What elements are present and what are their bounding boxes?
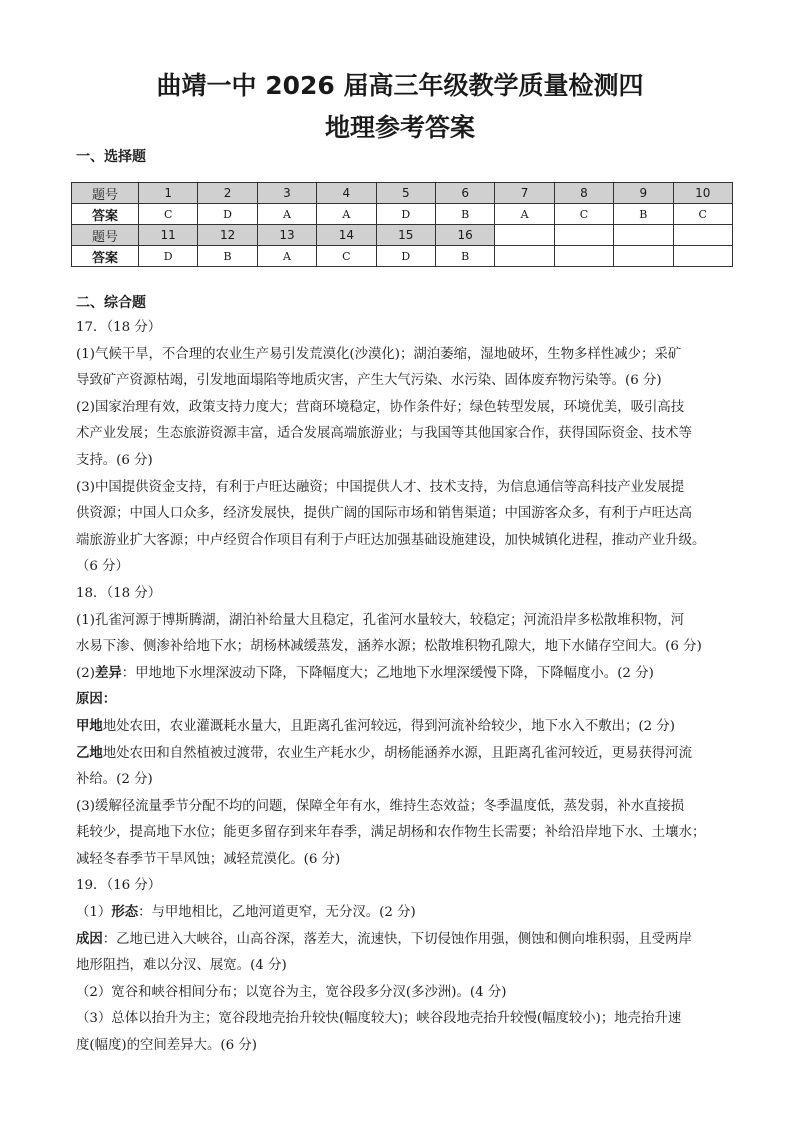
q17-part2-line: 支持。(6 分)	[76, 452, 153, 468]
empty-cell	[614, 225, 673, 246]
table-row-numbers-2	[72, 225, 733, 246]
q-number: 15	[376, 225, 435, 246]
q18-yi-text: 地处农田和自然植被过渡带，农业生产耗水少，胡杨能涵养水源，且距离孔雀河较近，更易获得河流	[102, 745, 692, 761]
q-number: 12	[198, 225, 257, 246]
q19-heading: 19．（16 分）	[76, 878, 162, 894]
q17-part3-line: 供资源；中国人口众多，经济发展快，提供广阔的国际市场和销售渠道；中国游客众多，有利于卢旺达高	[76, 506, 692, 522]
q18-yi-line: 补给。(2 分)	[76, 772, 153, 788]
row-label-number: 题号	[72, 225, 139, 246]
q-number: 14	[317, 225, 376, 246]
q19-cause-label: 成因	[76, 931, 103, 947]
row-label-number: 题号	[72, 183, 139, 204]
q18-heading: 18．（18 分）	[76, 585, 162, 601]
q17-part3-line: （6 分）	[76, 559, 129, 575]
q18-yi-label: 乙地	[76, 745, 103, 761]
answer-cell: A	[257, 246, 316, 267]
answer-cell: C	[139, 204, 198, 225]
document-title: 曲靖一中 2026 届高三年级教学质量检测四	[156, 71, 644, 100]
q18-part2-prefix: (2)	[76, 665, 95, 681]
answer-cell: B	[435, 246, 494, 267]
empty-cell	[495, 246, 554, 267]
answer-cell: A	[317, 204, 376, 225]
answer-cell: D	[198, 204, 257, 225]
answer-cell: D	[376, 204, 435, 225]
answer-cell: C	[317, 246, 376, 267]
answers-body	[76, 315, 726, 1060]
answer-cell: B	[614, 204, 673, 225]
table-row-numbers-1	[72, 183, 733, 204]
row-label-answer: 答案	[72, 204, 139, 225]
q19-cause-line	[76, 927, 726, 954]
q18-part3-line: 耗较少，提高地下水位；能更多留存到来年春季，满足胡杨和农作物生长需要；补给沿岸地下水、土壤水；	[76, 825, 706, 841]
answer-cell: D	[376, 246, 435, 267]
q19-form-label: 形态	[111, 905, 139, 921]
answer-cell: A	[495, 204, 554, 225]
answer-cell: B	[198, 246, 257, 267]
q-number: 1	[139, 183, 198, 204]
q-number: 3	[257, 183, 316, 204]
row-label-answer: 答案	[72, 246, 139, 267]
section-choice-heading: 一、选择题	[76, 149, 146, 165]
answer-cell: D	[139, 246, 198, 267]
q17-part3-line: (3)中国提供资金支持，有利于卢旺达融资；中国提供人才、技术支持，为信息通信等高科技产业发展提	[76, 479, 685, 495]
q18-reason-label: 原因：	[76, 692, 117, 708]
q-number: 2	[198, 183, 257, 204]
q19-part1-prefix: （1）	[76, 905, 112, 921]
empty-cell	[554, 246, 613, 267]
q18-difference-label: 差异	[94, 665, 122, 681]
q-number: 7	[495, 183, 554, 204]
q19-cause-line: 地形阻挡，难以分汊、展宽。(4 分)	[76, 958, 287, 974]
q18-jia-line	[76, 714, 726, 741]
section-comprehensive-heading: 二、综合题	[76, 295, 146, 311]
q17-part2-line: (2)国家治理有效，政策支持力度大；营商环境稳定，协作条件好；绿色转型发展，环境优美，吸引高技	[76, 399, 685, 415]
q18-part1-line: 水易下渗、侧渗补给地下水；胡杨林减缓蒸发，涵养水源；松散堆积物孔隙大，地下水储存空间大。(6 分)	[76, 639, 702, 655]
q18-yi-line	[76, 741, 726, 768]
answer-table	[71, 182, 733, 267]
q-number: 5	[376, 183, 435, 204]
document-subtitle: 地理参考答案	[324, 113, 475, 142]
answer-cell: B	[435, 204, 494, 225]
q-number: 9	[614, 183, 673, 204]
empty-cell	[673, 225, 732, 246]
q18-jia-label: 甲地	[76, 718, 103, 734]
q18-difference-text: ：甲地地下水埋深波动下降，下降幅度大；乙地地下水埋深缓慢下降，下降幅度小。(2 分)	[121, 665, 654, 681]
q17-heading: 17．（18 分）	[76, 320, 162, 335]
q18-part2-line	[76, 661, 726, 688]
q-number: 11	[139, 225, 198, 246]
empty-cell	[554, 225, 613, 246]
q19-form-text: ：与甲地相比，乙地河道更窄，无分汊。(2 分)	[138, 905, 416, 921]
q-number: 13	[257, 225, 316, 246]
q18-part1-line: (1)孔雀河源于博斯腾湖，湖泊补给量大且稳定，孔雀河水量较大，较稳定；河流沿岸多松散堆积物，河	[76, 612, 685, 628]
q17-part1-line: 导致矿产资源枯竭，引发地面塌陷等地质灾害，产生大气污染、水污染、固体废弃物污染等。(6 分)	[76, 373, 662, 389]
q19-part3-line: （3）总体以抬升为主；宽谷段地壳抬升较快(幅度较大)；峡谷段地壳抬升较慢(幅度较小)；地壳抬升速	[76, 1011, 682, 1027]
answer-cell: A	[257, 204, 316, 225]
q19-part1-line	[76, 900, 726, 927]
q-number: 6	[435, 183, 494, 204]
empty-cell	[614, 246, 673, 267]
q-number: 4	[317, 183, 376, 204]
q19-cause-text: ：乙地已进入大峡谷，山高谷深，落差大，流速快，下切侵蚀作用强，侧蚀和侧向堆积弱，且受两岸	[102, 931, 692, 947]
q-number: 10	[673, 183, 732, 204]
empty-cell	[495, 225, 554, 246]
table-row-answers-2	[72, 246, 733, 267]
answer-cell: C	[673, 204, 732, 225]
q-number: 16	[435, 225, 494, 246]
q18-jia-text: 地处农田，农业灌溉耗水量大，且距离孔雀河较远，得到河流补给较少，地下水入不敷出；(2 分)	[102, 718, 676, 734]
q18-part3-line: (3)缓解径流量季节分配不均的问题，保障全年有水，维持生态效益；冬季温度低，蒸发弱，补水直接损	[76, 798, 685, 814]
table-row-answers-1	[72, 204, 733, 225]
empty-cell	[673, 246, 732, 267]
answer-cell: C	[554, 204, 613, 225]
q18-part3-line: 减轻冬春季节干旱风蚀；减轻荒漠化。(6 分)	[76, 851, 341, 867]
q17-part1-line: (1)气候干旱，不合理的农业生产易引发荒漠化(沙漠化)；湖泊萎缩，湿地破坏，生物多样性减少；采矿	[76, 346, 682, 362]
q-number: 8	[554, 183, 613, 204]
q19-part2-line: （2）宽谷和峡谷相间分布；以宽谷为主，宽谷段多分汊(多沙洲)。(4 分)	[76, 984, 507, 1000]
q17-part3-line: 端旅游业扩大客源；中卢经贸合作项目有利于卢旺达加强基础设施建设，加快城镇化进程，推动产业升级。	[76, 532, 706, 548]
q17-part2-line: 术产业发展；生态旅游资源丰富，适合发展高端旅游业；与我国等其他国家合作，获得国际资金、技术等	[76, 426, 692, 442]
q19-part3-line: 度(幅度)的空间差异大。(6 分)	[76, 1038, 257, 1054]
